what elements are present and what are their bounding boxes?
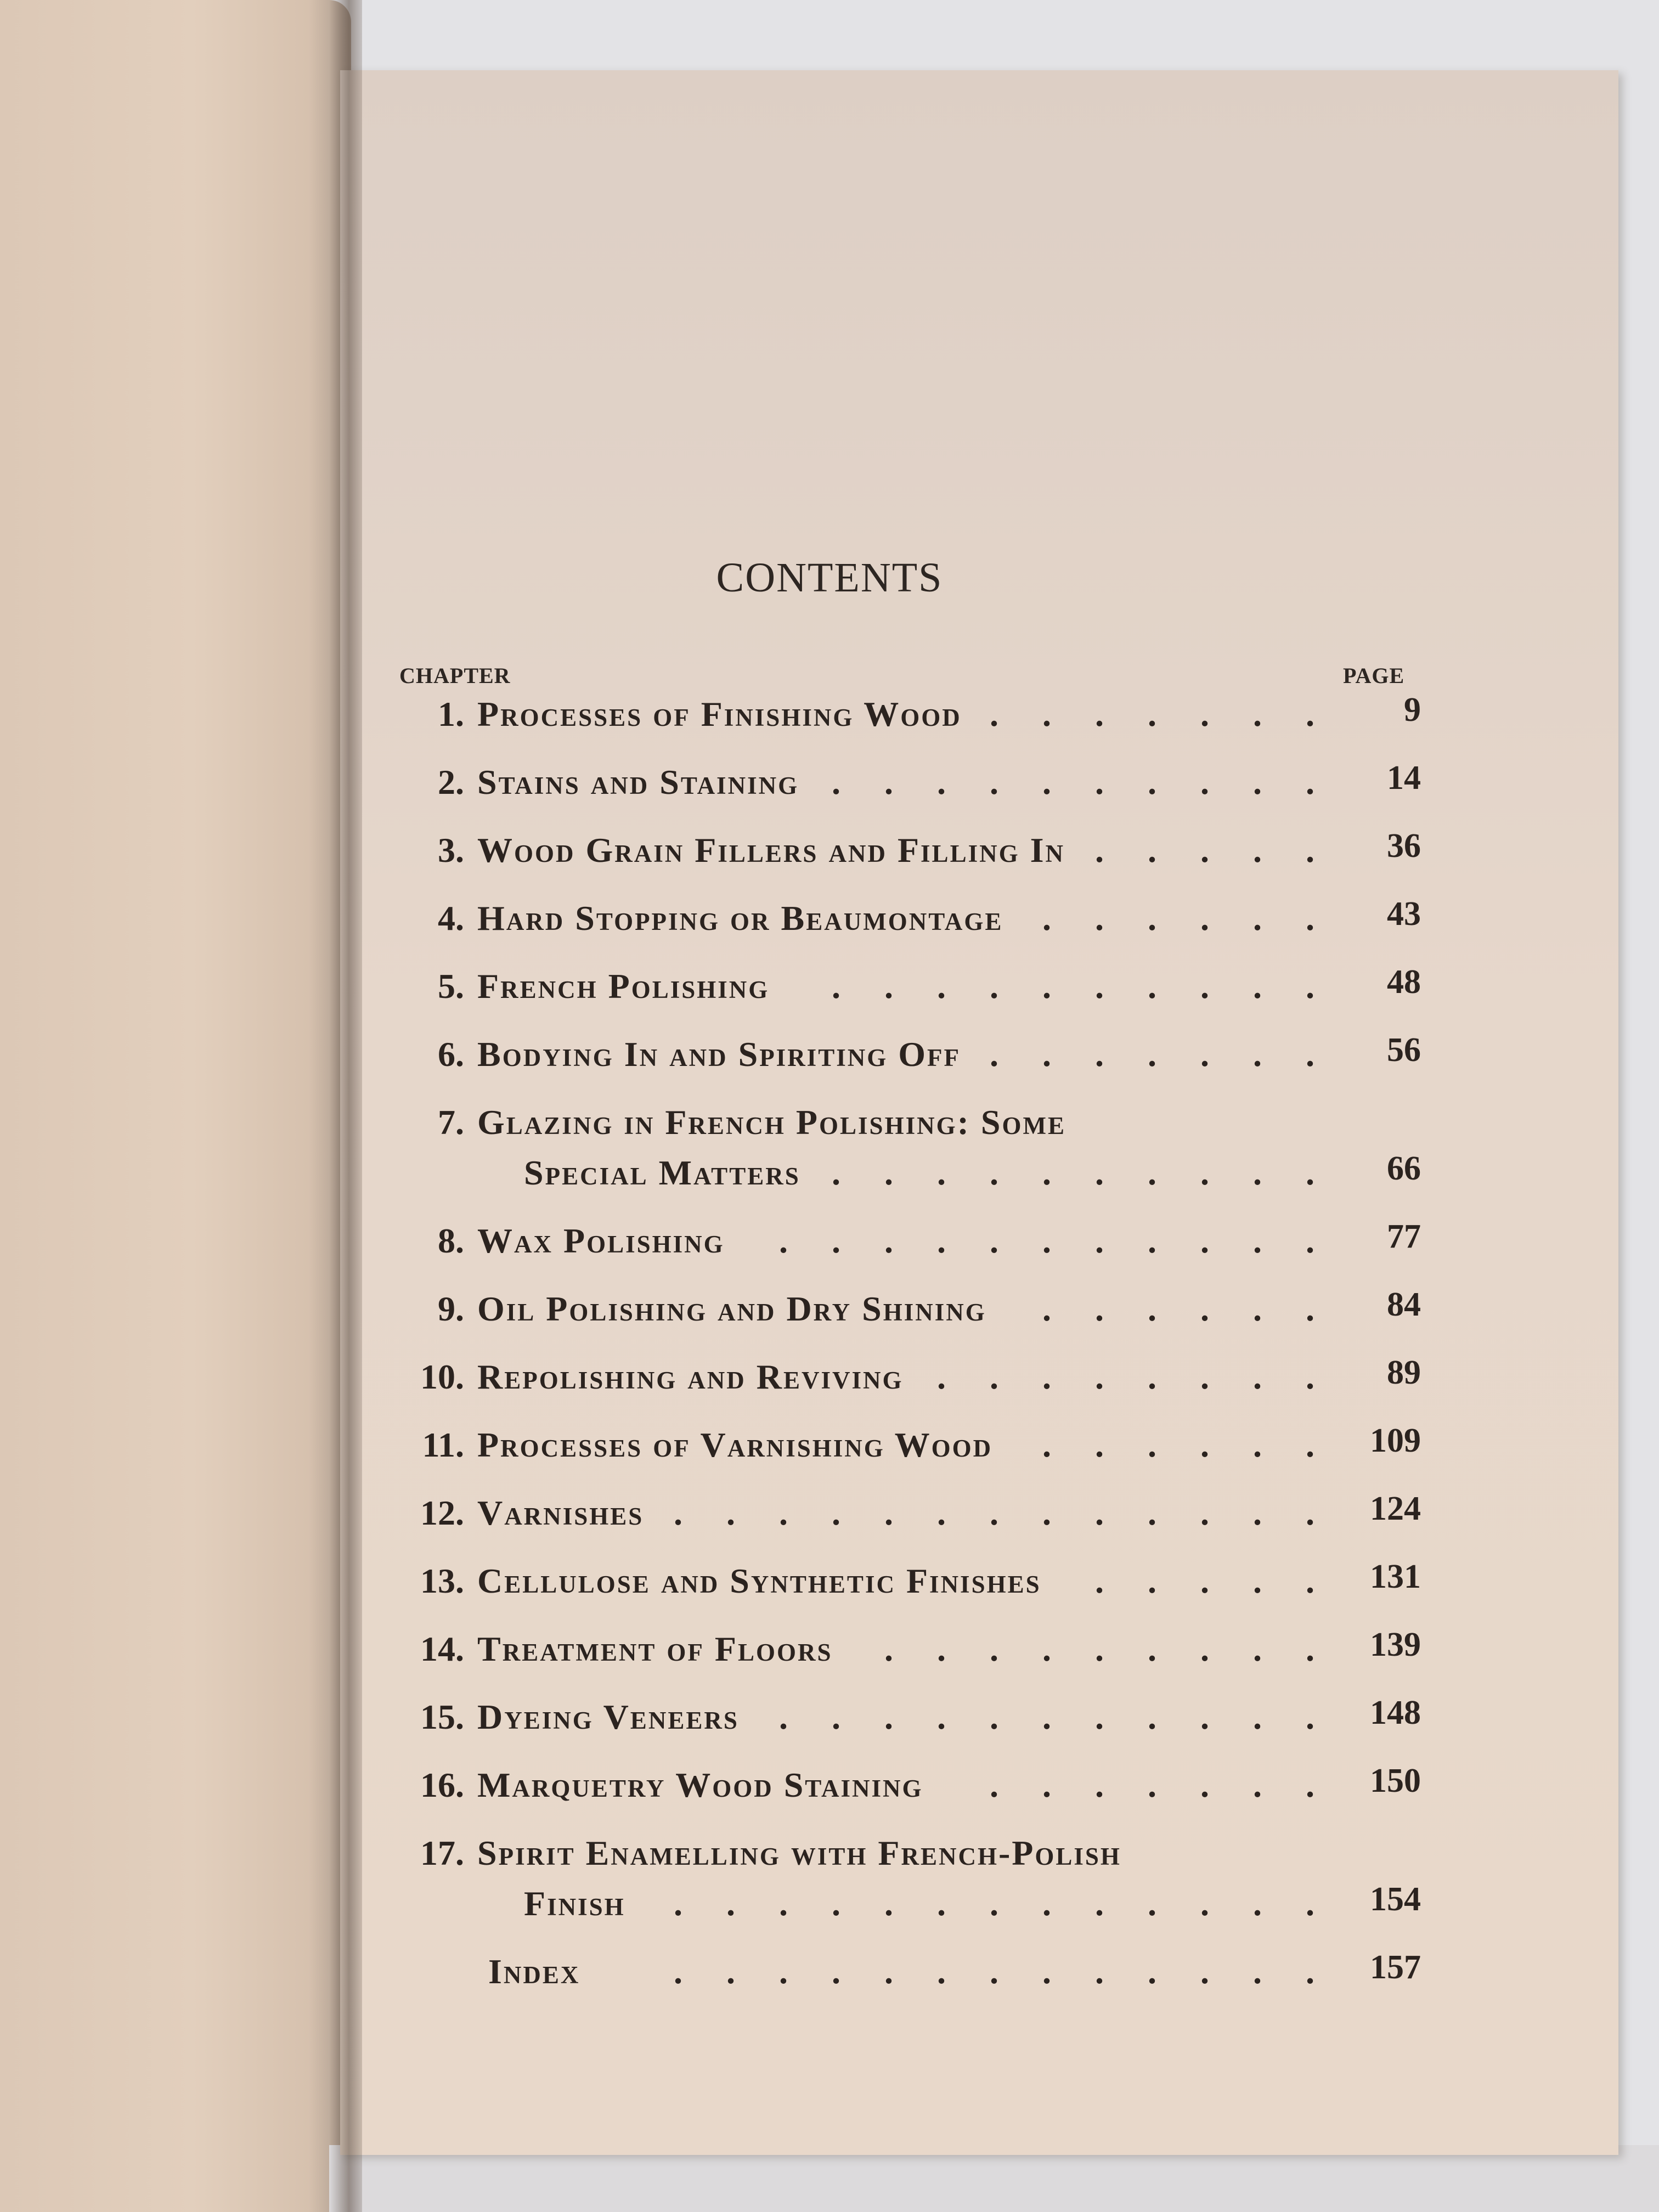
toc-entry: 6. Bodying In and Spiriting Off . . . . . . . <box>438 1035 1314 1074</box>
page-number: 84 <box>1387 1286 1421 1323</box>
toc-entry: 12. Varnishes . . . . . . . . . . . . . <box>420 1493 1314 1532</box>
page-number: 157 <box>1370 1949 1421 1986</box>
toc-entry: 16. Marquetry Wood Staining . . . . . . . <box>420 1765 1314 1804</box>
page-number: 56 <box>1387 1031 1421 1069</box>
chapter-title: Spirit Enamelling with French-Polish <box>477 1833 1121 1872</box>
chapter-number: 13. <box>420 1561 464 1600</box>
page-number: 66 <box>1387 1150 1421 1187</box>
page-number: 48 <box>1387 963 1421 1001</box>
page-number: 148 <box>1370 1694 1421 1731</box>
toc-entry: 9. Oil Polishing and Dry Shining . . . . . . <box>438 1289 1314 1328</box>
page-number: 150 <box>1370 1762 1421 1799</box>
page-number: 154 <box>1370 1881 1421 1918</box>
chapter-title: Wax Polishing <box>477 1221 725 1260</box>
background-surface <box>329 2145 1659 2212</box>
chapter-number: 4. <box>438 899 464 938</box>
chapter-number: 8. <box>438 1221 464 1260</box>
chapter-number: 14. <box>420 1629 464 1668</box>
chapter-number: 2. <box>438 763 464 802</box>
chapter-title: Hard Stopping or Beaumontage <box>477 899 1003 938</box>
chapter-number: 1. <box>438 695 464 733</box>
contents-title: CONTENTS <box>716 555 943 601</box>
chapter-number: 9. <box>438 1289 464 1328</box>
chapter-number: 5. <box>438 967 464 1006</box>
toc-entry-continued: Special Matters . . . . . . . . . . <box>524 1153 1314 1192</box>
chapter-number: 10. <box>420 1357 464 1396</box>
chapter-title: Bodying In and Spiriting Off <box>477 1035 961 1074</box>
chapter-number: 6. <box>438 1035 464 1074</box>
page-number: 109 <box>1370 1422 1421 1459</box>
chapter-title: Wood Grain Fillers and Filling In <box>477 831 1065 870</box>
chapter-number: 3. <box>438 831 464 870</box>
toc-entry: 14. Treatment of Floors . . . . . . . . . <box>420 1629 1314 1668</box>
chapter-title: Special Matters <box>524 1153 800 1192</box>
chapter-title: Dyeing Veneers <box>477 1697 739 1736</box>
toc-entry <box>438 1102 1306 1157</box>
toc-entry: 8. Wax Polishing . . . . . . . . . . . <box>438 1221 1314 1260</box>
toc-entry: 13. Cellulose and Synthetic Finishes . . . . . <box>420 1561 1314 1600</box>
gutter-shadow <box>329 0 362 2212</box>
chapter-title: Finish <box>524 1884 625 1923</box>
chapter-title: French Polishing <box>477 967 770 1006</box>
page-number: 89 <box>1387 1354 1421 1391</box>
chapter-column-header: CHAPTER <box>399 663 511 688</box>
toc-entry: 1. Processes of Finishing Wood . . . . . . . <box>438 695 1314 733</box>
page-number: 131 <box>1370 1558 1421 1595</box>
page-number: 124 <box>1370 1490 1421 1527</box>
chapter-number: 16. <box>420 1765 464 1804</box>
chapter-title: Stains and Staining <box>477 763 799 802</box>
chapter-number: 11. <box>422 1425 464 1464</box>
chapter-title: Marquetry Wood Staining <box>477 1765 923 1804</box>
chapter-number: 7. <box>438 1103 464 1142</box>
chapter-title: Repolishing and Reviving <box>477 1357 904 1396</box>
toc-entry: 15. Dyeing Veneers . . . . . . . . . . . <box>420 1697 1314 1736</box>
toc-entry <box>420 1833 1306 1888</box>
page-number: 14 <box>1387 759 1421 797</box>
chapter-title: Processes of Varnishing Wood <box>477 1425 993 1464</box>
left-page <box>0 0 351 2212</box>
chapter-title: Cellulose and Synthetic Finishes <box>477 1561 1041 1600</box>
toc-entry: 10. Repolishing and Reviving . . . . . . . . <box>420 1357 1314 1396</box>
page-number: 43 <box>1387 895 1421 933</box>
page-column-header: PAGE <box>1343 663 1405 688</box>
toc-entry: 5. French Polishing . . . . . . . . . . <box>438 967 1314 1006</box>
chapter-number: 17. <box>420 1833 464 1872</box>
toc-entry-continued: Finish . . . . . . . . . . . . . <box>524 1884 1314 1923</box>
page-number: 77 <box>1387 1218 1421 1255</box>
page-number: 36 <box>1387 827 1421 865</box>
chapter-title: Treatment of Floors <box>477 1629 833 1668</box>
toc-entry: 3. Wood Grain Fillers and Filling In . . . . . <box>438 831 1314 870</box>
page-number: 139 <box>1370 1626 1421 1663</box>
toc-entry: 11. Processes of Varnishing Wood . . . . . . <box>422 1425 1314 1464</box>
toc-entry: Index . . . . . . . . . . . . . <box>488 1952 1314 1991</box>
chapter-title: Oil Polishing and Dry Shining <box>477 1289 986 1328</box>
toc-entry: 2. Stains and Staining . . . . . . . . . . <box>438 763 1314 802</box>
chapter-number: 12. <box>420 1493 464 1532</box>
chapter-title: Processes of Finishing Wood <box>477 695 962 733</box>
chapter-title: Index <box>488 1952 580 1991</box>
chapter-title: Glazing in French Polishing: Some <box>477 1103 1066 1142</box>
chapter-number: 15. <box>420 1697 464 1736</box>
page-number: 9 <box>1404 691 1421 729</box>
toc-entry: 4. Hard Stopping or Beaumontage . . . . . . <box>438 899 1314 938</box>
chapter-title: Varnishes <box>477 1493 644 1532</box>
